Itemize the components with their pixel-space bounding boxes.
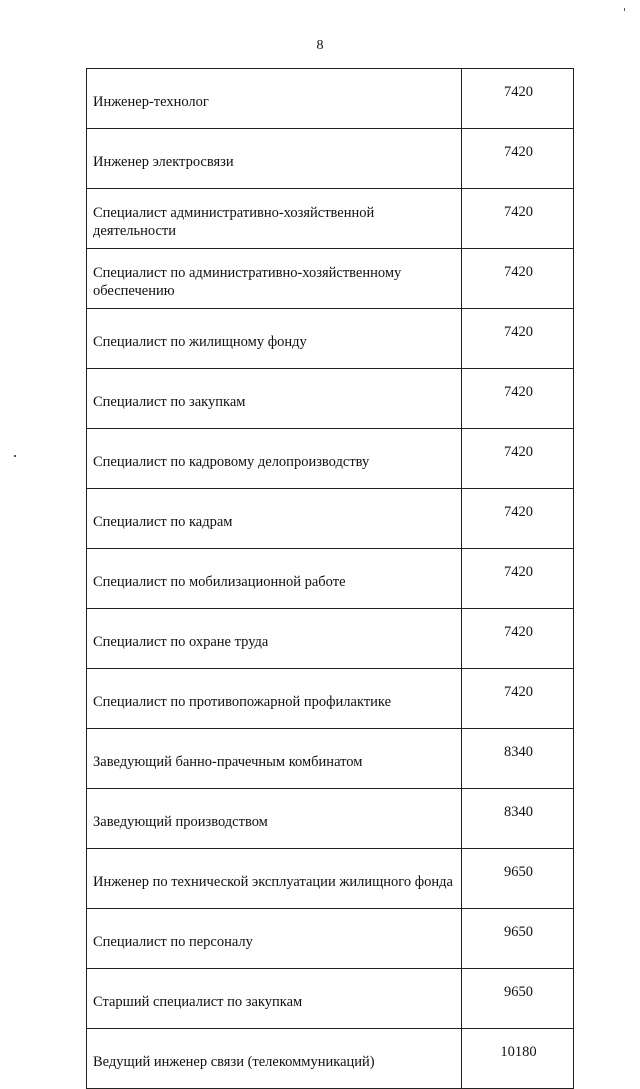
page-number: 8: [316, 38, 324, 53]
table-row: [87, 1029, 574, 1089]
row-value: 7420: [462, 249, 574, 309]
row-title: Заведующий банно-прачечным комбинатом: [87, 729, 462, 789]
row-title: Специалист по кадровому делопроизводству: [87, 429, 462, 489]
table-row: [87, 969, 574, 1029]
row-value: 7420: [462, 309, 574, 369]
row-title: Специалист по административно-хозяйственному обеспечению: [87, 249, 462, 309]
row-value: 7420: [462, 669, 574, 729]
table-row: [87, 369, 574, 429]
row-title: Специалист по жилищному фонду: [87, 309, 462, 369]
row-value: 9650: [462, 969, 574, 1029]
table-row: [87, 909, 574, 969]
table-row: [87, 69, 574, 129]
pay-table: [86, 68, 574, 1089]
row-title: Специалист по охране труда: [87, 609, 462, 669]
row-title: Специалист по мобилизационной работе: [87, 549, 462, 609]
table-row: [87, 609, 574, 669]
row-title: Инженер электросвязи: [87, 129, 462, 189]
row-value: 9650: [462, 849, 574, 909]
table-row: [87, 489, 574, 549]
row-title: Специалист административно-хозяйственной деятельности: [87, 189, 462, 249]
table-row: [87, 249, 574, 309]
scan-speck: [14, 455, 16, 457]
row-value: 7420: [462, 369, 574, 429]
row-title: Старший специалист по закупкам: [87, 969, 462, 1029]
row-title: Специалист по противопожарной профилактике: [87, 669, 462, 729]
row-title: Инженер по технической эксплуатации жилищного фонда: [87, 849, 462, 909]
row-value: 7420: [462, 189, 574, 249]
row-value: 10180: [462, 1029, 574, 1089]
row-title: Специалист по персоналу: [87, 909, 462, 969]
scan-speck: [624, 8, 625, 11]
row-title: Специалист по закупкам: [87, 369, 462, 429]
row-value: 7420: [462, 129, 574, 189]
row-value: 7420: [462, 69, 574, 129]
table-row: [87, 129, 574, 189]
row-title: Инженер-технолог: [87, 69, 462, 129]
table-row: [87, 789, 574, 849]
row-value: 8340: [462, 789, 574, 849]
row-value: 7420: [462, 489, 574, 549]
table-row: [87, 189, 574, 249]
row-value: 7420: [462, 549, 574, 609]
table-row: [87, 429, 574, 489]
table-row: [87, 669, 574, 729]
table-row: [87, 849, 574, 909]
row-value: 7420: [462, 429, 574, 489]
row-title: Ведущий инженер связи (телекоммуникаций): [87, 1029, 462, 1089]
row-value: 7420: [462, 609, 574, 669]
row-value: 9650: [462, 909, 574, 969]
row-title: Специалист по кадрам: [87, 489, 462, 549]
row-value: 8340: [462, 729, 574, 789]
table-row: [87, 309, 574, 369]
table-row: [87, 549, 574, 609]
table-row: [87, 729, 574, 789]
row-title: Заведующий производством: [87, 789, 462, 849]
